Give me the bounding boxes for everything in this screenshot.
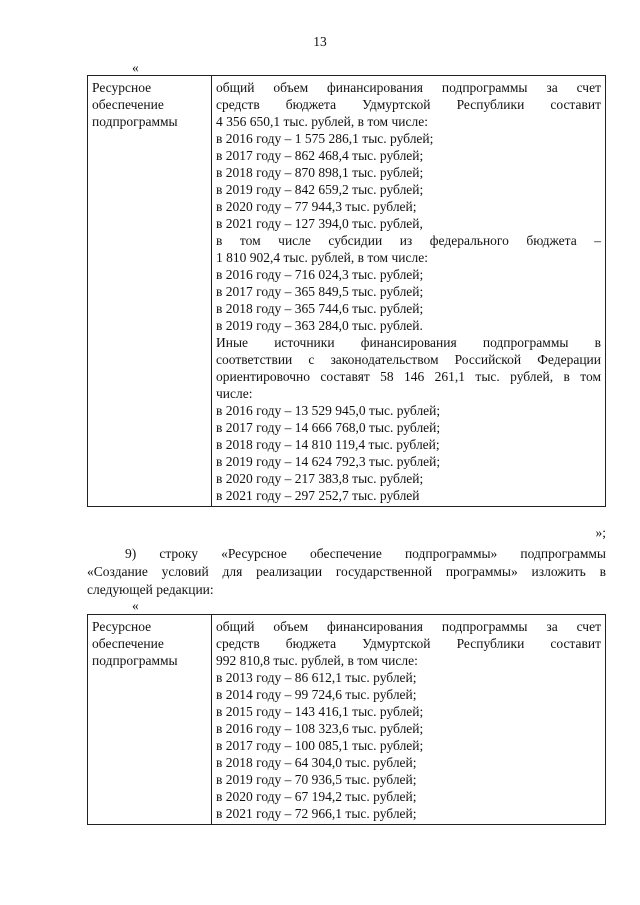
text-line: общий объем финансирования подпрограммы за счет: [216, 619, 601, 634]
text-line: числе:: [216, 386, 253, 401]
label-line: обеспечение: [92, 636, 164, 651]
open-quote-2: «: [132, 598, 139, 613]
text-line: средств бюджета Удмуртской Республики составит: [216, 97, 601, 112]
text-line: в 2017 году – 14 666 768,0 тыс. рублей;: [216, 420, 441, 435]
paragraph-9: [87, 545, 606, 599]
text-line: 4 356 650,1 тыс. рублей, в том числе:: [216, 114, 428, 129]
text-line: в 2014 году – 99 724,6 тыс. рублей;: [216, 687, 417, 702]
row-content-1: [212, 76, 606, 507]
text-line: в 2018 году – 365 744,6 тыс. рублей;: [216, 301, 424, 316]
text-line: в 2017 году – 100 085,1 тыс. рублей;: [216, 738, 424, 753]
text-line: соответствии с законодательством Российской Федерации: [216, 352, 601, 367]
resource-table-2: [87, 614, 606, 825]
row-label-1: [88, 76, 212, 507]
text-line: в 2015 году – 143 416,1 тыс. рублей;: [216, 704, 424, 719]
text-line: в 2013 году – 86 612,1 тыс. рублей;: [216, 670, 417, 685]
text-line: в 2016 году – 716 024,3 тыс. рублей;: [216, 267, 424, 282]
close-quote-1: »;: [595, 525, 606, 540]
text-line: в 2016 году – 13 529 945,0 тыс. рублей;: [216, 403, 441, 418]
label-line: подпрограммы: [92, 114, 178, 129]
text-line: в 2016 году – 1 575 286,1 тыс. рублей;: [216, 131, 434, 146]
label-line: обеспечение: [92, 97, 164, 112]
text-line: в 2018 году – 870 898,1 тыс. рублей;: [216, 165, 424, 180]
open-quote-1: «: [132, 60, 139, 75]
row-label-2: [88, 615, 212, 825]
text-line: в 2020 году – 77 944,3 тыс. рублей;: [216, 199, 417, 214]
row-content-2: [212, 615, 606, 825]
label-line: подпрограммы: [92, 653, 178, 668]
text-line: в 2020 году – 67 194,2 тыс. рублей;: [216, 789, 417, 804]
resource-table-1: [87, 75, 606, 507]
text-line: в 2021 году – 297 252,7 тыс. рублей: [216, 488, 420, 503]
paragraph-line: 9) строку «Ресурсное обеспечение подпрограммы» подпрограммы: [125, 546, 606, 561]
text-line: в 2016 году – 108 323,6 тыс. рублей;: [216, 721, 424, 736]
text-line: в 2017 году – 365 849,5 тыс. рублей;: [216, 284, 424, 299]
text-line: в 2017 году – 862 468,4 тыс. рублей;: [216, 148, 424, 163]
text-line: в том числе субсидии из федерального бюджета –: [216, 233, 601, 248]
text-line: в 2019 году – 70 936,5 тыс. рублей;: [216, 772, 417, 787]
page-number: 13: [313, 34, 327, 49]
text-line: 992 810,8 тыс. рублей, в том числе:: [216, 653, 418, 668]
text-line: в 2019 году – 842 659,2 тыс. рублей;: [216, 182, 424, 197]
text-line: в 2018 году – 64 304,0 тыс. рублей;: [216, 755, 417, 770]
text-line: в 2019 году – 14 624 792,3 тыс. рублей;: [216, 454, 441, 469]
text-line: 1 810 902,4 тыс. рублей, в том числе:: [216, 250, 428, 265]
paragraph-line: следующей редакции:: [87, 582, 214, 597]
text-line: ориентировочно составят 58 146 261,1 тыс. рублей, в том: [216, 369, 601, 384]
label-line: Ресурсное: [92, 619, 152, 634]
text-line: средств бюджета Удмуртской Республики составит: [216, 636, 601, 651]
text-line: в 2021 году – 72 966,1 тыс. рублей;: [216, 806, 417, 821]
text-line: в 2018 году – 14 810 119,4 тыс. рублей;: [216, 437, 440, 452]
text-line: в 2021 году – 127 394,0 тыс. рублей,: [216, 216, 423, 231]
text-line: в 2019 году – 363 284,0 тыс. рублей.: [216, 318, 423, 333]
text-line: общий объем финансирования подпрограммы за счет: [216, 80, 601, 95]
text-line: в 2020 году – 217 383,8 тыс. рублей;: [216, 471, 424, 486]
text-line: Иные источники финансирования подпрограммы в: [216, 335, 601, 350]
label-line: Ресурсное: [92, 80, 152, 95]
paragraph-line: «Создание условий для реализации государственной программы» изложить в: [87, 564, 606, 579]
